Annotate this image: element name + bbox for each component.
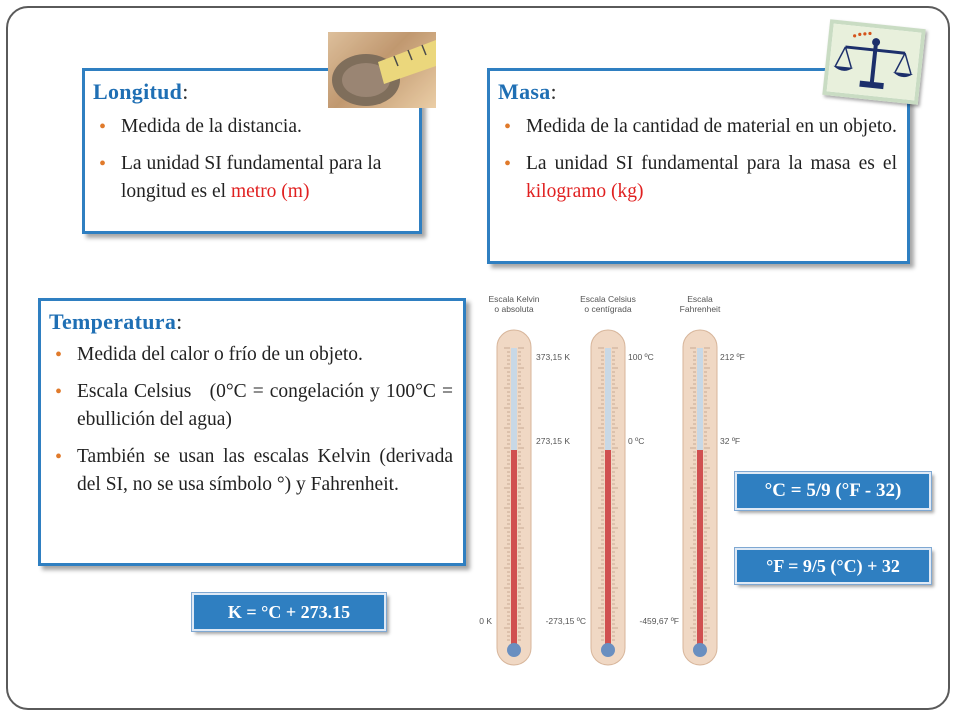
celsius-top-label: 100 ºC [628,352,654,362]
celsius-bottom-label: -273,15 ºC [545,616,586,626]
thermometer-celsius [546,294,654,665]
fahrenheit-top-label: 212 ºF [720,352,745,362]
longitud-bullet-1: • Medida de la distancia. [93,113,409,141]
celsius-mid-label: 0 ºC [628,436,645,446]
thermometer-kelvin [479,294,570,665]
temperatura-title: Temperatura: [49,309,183,334]
temperatura-bullet-1: • Medida del calor o frío de un objeto. [49,341,453,369]
fahrenheit-bottom-label: -459,67 ºF [639,616,679,626]
formula-kelvin: K = °C + 273.15 [192,593,386,631]
kelvin-top-label: 373,15 K [536,352,571,362]
masa-bullet-2: • La unidad SI fundamental para la masa es el kilogramo (kg) [498,150,897,206]
masa-list [498,113,897,206]
temperatura-list [49,341,458,499]
longitud-bullet-2: • La unidad SI fundamental para la longitud es el metro (m) [93,150,409,206]
longitud-title: Longitud: [93,79,189,104]
kelvin-bottom-label: 0 K [479,616,492,626]
temperatura-bullet-3: • También se usan las escalas Kelvin (derivada del SI, no se usa símbolo °) y Fahrenheit. [49,443,453,499]
kelvin-title-2: o absoluta [494,304,534,314]
temperatura-bullet-2: • Escala Celsius (0°C = congelación y 100°C = ebullición del agua) [49,378,453,434]
fahrenheit-title-2: Fahrenheit [679,304,721,314]
formula-fahrenheit: °F = 9/5 (°C) + 32 [735,548,931,584]
fahrenheit-mid-label: 32 ºF [720,436,741,446]
masa-bullet-1: • Medida de la cantidad de material en un objeto. [498,113,897,141]
formula-celsius: °C = 5/9 (°F - 32) [735,472,931,510]
balance-scale-image [822,19,925,105]
temperatura-box [38,298,466,566]
masa-title: Masa: [498,79,557,104]
celsius-title-2: o centígrada [584,304,632,314]
kelvin-mid-label: 273,15 K [536,436,571,446]
thermometer-scales [470,290,745,675]
kelvin-title-1: Escala Kelvin [488,294,540,304]
celsius-title-1: Escala Celsius [580,294,636,304]
longitud-list [93,113,409,206]
fahrenheit-title-1: Escala [687,294,713,304]
tape-measure-image [328,32,436,108]
thermometer-fahrenheit [640,294,745,665]
